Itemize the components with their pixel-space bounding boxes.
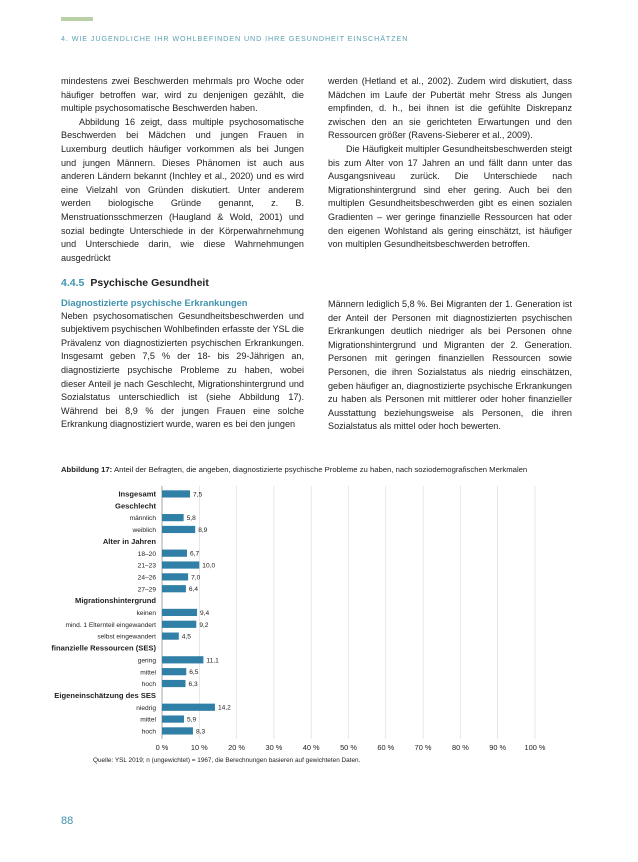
- bar: [162, 490, 190, 497]
- category-label: hoch: [141, 728, 156, 736]
- category-group-label: finanzielle Ressourcen (SES): [51, 643, 156, 653]
- paragraph: Die Häufigkeit multipler Gesundheitsbeschwerden steigt bis zum Alter von 17 Jahren an und fällt dann unter das Ausgangsniveau zurück. Die Unterschiede nach Migrationshintergrund sind eher gering. Auch bei den multiplen Gesundheitsbeschwerden gibt es einen sozialen Gradienten – wer geringe finanzielle Ressourcen hat oder den eigenen Wohlstand als gering einschätzt, ist häufiger von multiplen Gesundheitsbeschwerden betroffen.: [328, 143, 572, 250]
- data-label: 8,9: [198, 526, 208, 534]
- bar: [162, 656, 203, 663]
- x-tick-label: 70 %: [414, 742, 432, 752]
- category-label: männlich: [129, 515, 156, 523]
- data-label: 9,2: [199, 621, 209, 629]
- bar: [162, 680, 185, 687]
- bar: [162, 526, 195, 533]
- paragraph: werden (Hetland et al., 2002). Zudem wird diskutiert, dass Mädchen im Laufe der Pubertät mehr Stress als Jungen empfinden, d. h., bei ihnen ist die gefühlte Diskrepanz zwischen den an sie gerichteten Erwartungen und den Ressourcen größer (Ravens-Sieberer et al., 2009).: [328, 76, 572, 141]
- category-label: selbst eingewandert: [97, 633, 156, 641]
- data-label: 7,0: [191, 574, 201, 582]
- x-tick-label: 20 %: [228, 742, 246, 752]
- paragraph: mindestens zwei Beschwerden mehrmals pro Woche oder häufiger betroffen war, wird zu denjenigen gezählt, die multiple psychosomatische Beschwerden haben.: [61, 76, 304, 114]
- bar: [162, 668, 186, 675]
- category-label: mittel: [140, 669, 156, 677]
- data-label: 6,7: [189, 550, 200, 558]
- bar: [162, 621, 196, 628]
- data-label: 11,1: [206, 657, 219, 665]
- section-number: 4.4.5: [61, 277, 85, 289]
- data-label: 14,2: [217, 704, 231, 712]
- category-label: weiblich: [132, 527, 156, 535]
- category-label: 18–20: [137, 550, 156, 558]
- data-label: 6,3: [188, 681, 198, 689]
- bar: [162, 514, 184, 521]
- bar: [162, 633, 179, 640]
- category-group-label: Eigeneinschätzung des SES: [54, 690, 156, 700]
- figure-source: Quelle: YSL 2019; n (ungewichtet) = 1967, die Berechnungen basieren auf gewichteten Daten.: [93, 757, 361, 764]
- category-label: 27–29: [137, 586, 156, 594]
- x-tick-label: 60 %: [377, 742, 395, 752]
- paragraph: Männern lediglich 5,8 %. Bei Migranten der 1. Generation ist der Anteil der Personen mit diagnostizierten psychischen Erkrankungen deutlich niedriger als bei Personen ohne Migrationshintergrund und Migranten der 2. Generation. Personen mit geringen finanziellen Ressourcen sowie Personen, die ihren Sozialstatus als niedrig einschätzen, geben häufiger an, diagnostizierte psychische Erkrankungen zu haben als Personen mit mittlerer oder hoher finanzieller Ausstattung beziehungsweise als Personen, die ihren Sozialstatus als mittel oder hoch bewerten.: [328, 299, 572, 432]
- bar: [162, 715, 184, 722]
- data-label: 7,5: [192, 491, 203, 499]
- x-tick-label: 90 %: [489, 742, 507, 752]
- subsection-heading: Diagnostizierte psychische Erkrankungen: [61, 297, 248, 308]
- category-label: 21–23: [137, 562, 156, 570]
- category-label: hoch: [141, 681, 156, 689]
- x-tick-label: 100 %: [524, 742, 546, 752]
- x-tick-label: 0 %: [155, 742, 169, 752]
- category-group-label: Migrationshintergrund: [75, 596, 156, 606]
- category-label: mittel: [140, 716, 156, 724]
- bar: [162, 573, 188, 580]
- bar: [162, 704, 215, 711]
- data-label: 10,0: [202, 562, 216, 570]
- x-tick-label: 10 %: [190, 742, 208, 752]
- x-tick-label: 50 %: [340, 742, 357, 752]
- category-label: niedrig: [136, 704, 156, 712]
- page-number: 88: [61, 815, 74, 827]
- bar: [162, 609, 197, 616]
- section-title: Psychische Gesundheit: [90, 277, 209, 289]
- figure-caption-text: Anteil der Befragten, die angeben, diagnostizierte psychische Probleme zu haben, nach soziodemografischen Merkmalen: [113, 465, 528, 474]
- x-tick-label: 30 %: [265, 742, 283, 752]
- category-group-label: Alter in Jahren: [102, 536, 156, 546]
- x-tick-label: 80 %: [451, 742, 469, 752]
- paragraph: Abbildung 16 zeigt, dass multiple psychosomatische Beschwerden bei Mädchen und jungen Frauen in Luxemburg deutlich häufiger vorkommen als bei Jungen und jungen Männern. Dieses Phänomen ist auch aus anderen Ländern bekannt (Inchley et al., 2020) und es wird eine Vielzahl von Gründen diskutiert. Unter anderem werden biologische Gründe genannt, z. B. Menstruationsschmerzen (Haugland & Wold, 2001) und sozial bedingte Unterschiede in der Körperwahrnehmung und Unterschiede darin, wie diese Wahrnehmungen ausgedrückt: [61, 116, 304, 263]
- x-tick-label: 40 %: [302, 742, 320, 752]
- category-label: mind. 1 Elternteil eingewandert: [65, 621, 156, 629]
- category-group-label: Insgesamt: [118, 489, 156, 499]
- data-label: 5,9: [187, 716, 197, 724]
- category-label: gering: [137, 657, 156, 665]
- data-label: 4,5: [181, 633, 191, 641]
- bar: [162, 727, 193, 734]
- data-label: 6,5: [189, 669, 199, 677]
- data-label: 9,4: [200, 609, 210, 617]
- bar: [162, 585, 186, 592]
- data-label: 6,4: [188, 586, 199, 594]
- category-group-label: Geschlecht: [115, 501, 156, 511]
- figure-label: Abbildung 17:: [61, 465, 113, 474]
- bar: [162, 550, 187, 557]
- data-label: 5,8: [186, 515, 196, 523]
- paragraph: Neben psychosomatischen Gesundheitsbeschwerden und subjektivem psychischen Wohlbefinden erfasste der YSL die Prävalenz von diagnostizierten psychischen Erkrankungen. Insgesamt geben 7,5 % der 18- bis 29-Jährigen an, diagnostizierte psychische Probleme zu haben, wobei dieser Anteil je nach Geschlecht, Migrationshintergrund und Sozialstatus unterschiedlich ist (siehe Abbildung 17). Während bei 8,9 % der jungen Frauen eine solche Erkrankung diagnostiziert wurde, waren es bei den jungen: [61, 310, 304, 430]
- category-label: 24–26: [137, 574, 156, 582]
- data-label: 8,3: [195, 728, 206, 736]
- running-head: 4. WIE JUGENDLICHE IHR WOHLBEFINDEN UND IHRE GESUNDHEIT EINSCHÄTZEN: [61, 34, 409, 43]
- bar: [162, 561, 199, 568]
- category-label: keinen: [136, 610, 156, 618]
